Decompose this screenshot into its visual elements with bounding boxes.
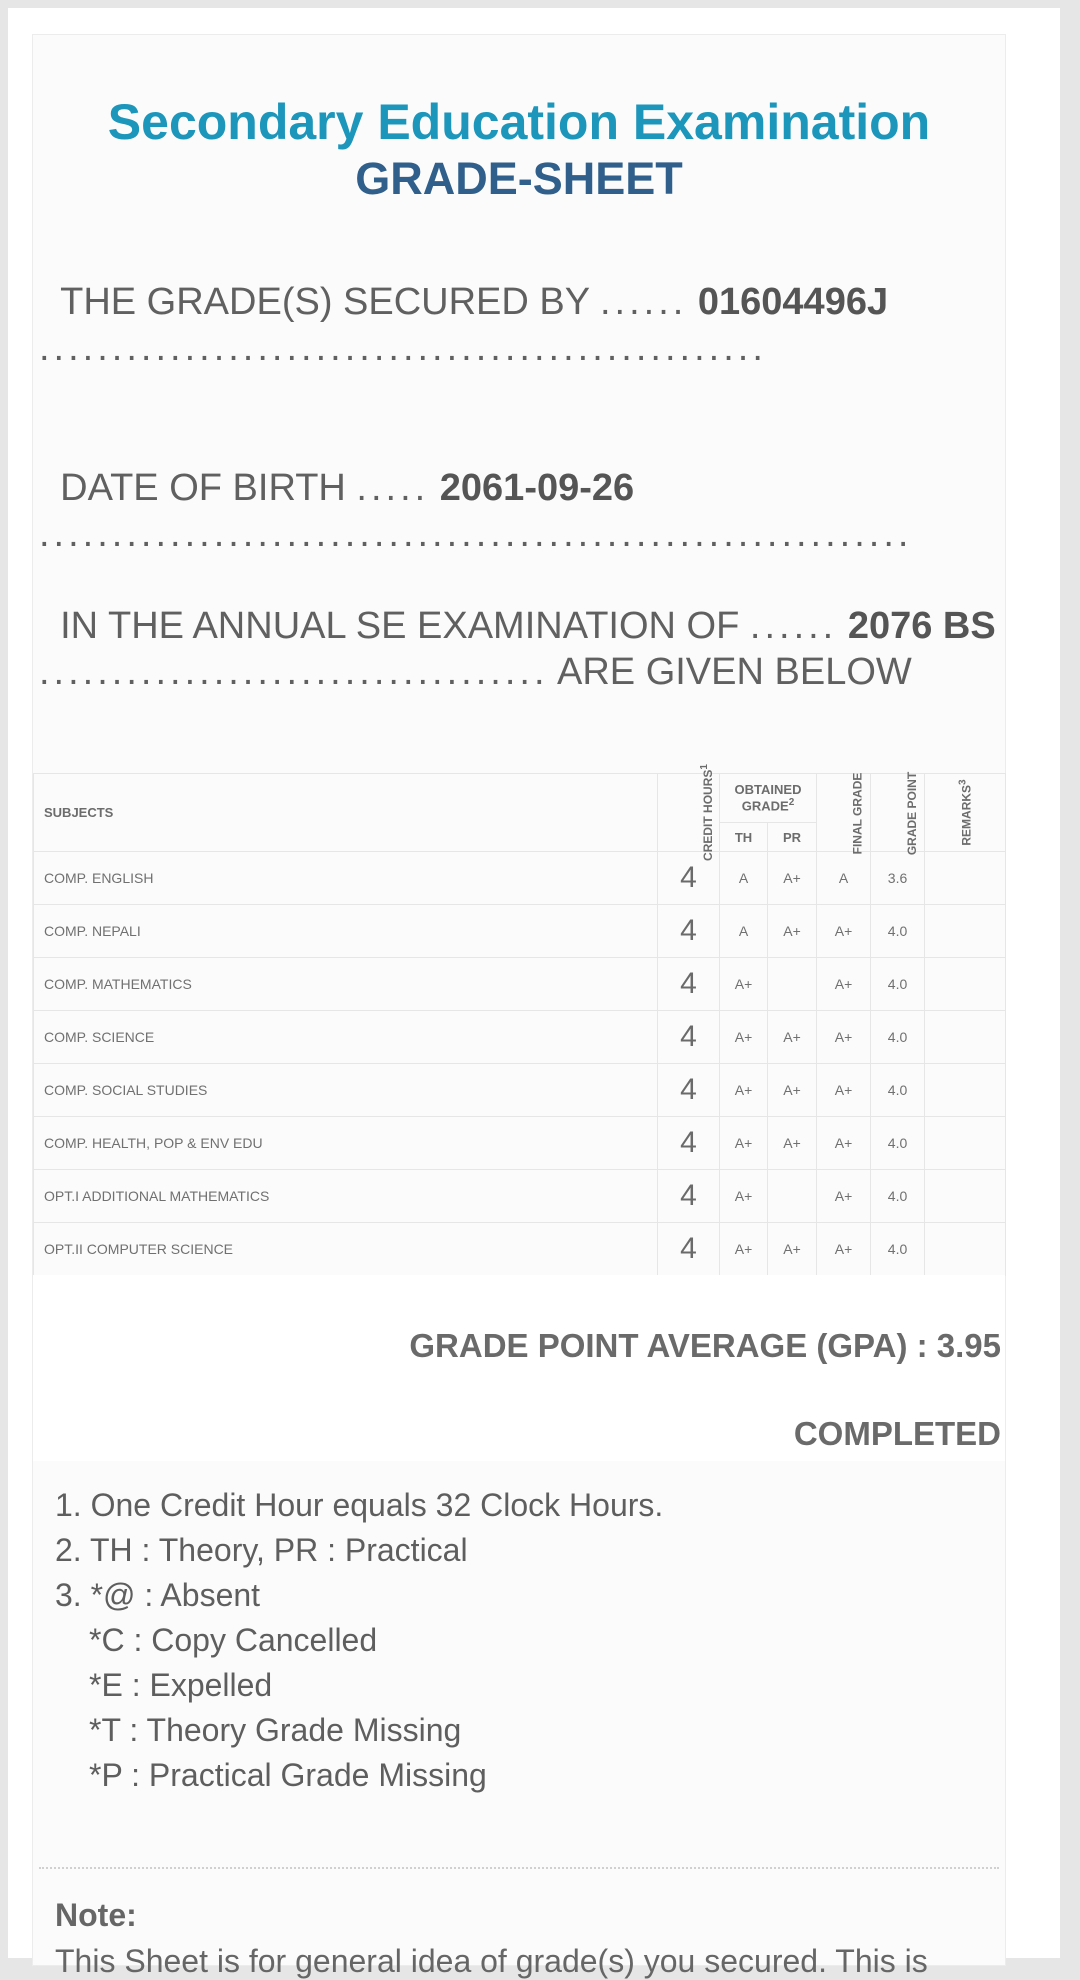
footnote-th-pr: 2. TH : Theory, PR : Practical [55, 1532, 468, 1568]
pr-grade: A+ [768, 1117, 817, 1170]
pr-grade [768, 1170, 817, 1223]
pr-grade: A+ [768, 1064, 817, 1117]
remarks [925, 1223, 1006, 1276]
th-grade: A+ [720, 958, 768, 1011]
credit-hours: 4 [658, 1170, 720, 1223]
grade-sheet-card [32, 34, 1006, 1979]
pr-grade: A+ [768, 1223, 817, 1276]
header-obtained-grade: OBTAINED GRADE$^2$ [720, 774, 817, 823]
footnote-copy-cancelled: *C : Copy Cancelled [89, 1622, 378, 1658]
secured-by-label: THE GRADE(S) SECURED BY [60, 281, 590, 323]
remarks [925, 958, 1006, 1011]
grade-point: 4.0 [871, 1064, 925, 1117]
credit-hours: 4 [658, 1117, 720, 1170]
completion-status: COMPLETED [793, 1415, 1001, 1452]
credit-hours: 4 [658, 1011, 720, 1064]
symbol-number: 01604496J [697, 281, 889, 323]
table-row [34, 1117, 1006, 1170]
remarks [925, 905, 1006, 958]
credit-hours: 4 [658, 1223, 720, 1276]
dob-label: DATE OF BIRTH [60, 467, 346, 509]
table-row [34, 1064, 1006, 1117]
credit-hours: 4 [658, 1064, 720, 1117]
remarks [925, 852, 1006, 905]
th-grade: A [720, 852, 768, 905]
remarks [925, 1117, 1006, 1170]
footnote-credit-hour: 1. One Credit Hour equals 32 Clock Hours. [55, 1487, 664, 1523]
final-grade: A+ [817, 1011, 871, 1064]
table-row [34, 1011, 1006, 1064]
table-row [34, 1170, 1006, 1223]
exam-label: IN THE ANNUAL SE EXAMINATION OF [60, 605, 740, 647]
subject-name: OPT.I ADDITIONAL MATHEMATICS [34, 1170, 658, 1223]
th-grade: A+ [720, 1011, 768, 1064]
subject-name: COMP. MATHEMATICS [34, 958, 658, 1011]
grade-point: 4.0 [871, 1117, 925, 1170]
table-row [34, 905, 1006, 958]
table-row [34, 958, 1006, 1011]
footnote-absent: 3. *@ : Absent [55, 1577, 261, 1613]
exam-title: Secondary Education Examination [107, 94, 931, 150]
header-pr: PR [768, 823, 817, 852]
final-grade: A+ [817, 1223, 871, 1276]
header-credit-hours: CREDIT HOURS$^1$ [658, 774, 720, 852]
table-row [34, 852, 1006, 905]
given-below-label: ARE GIVEN BELOW [557, 651, 912, 693]
footnote-practical-missing: *P : Practical Grade Missing [89, 1757, 487, 1793]
remarks [925, 1064, 1006, 1117]
final-grade: A+ [817, 1117, 871, 1170]
footnote-theory-missing: *T : Theory Grade Missing [89, 1712, 462, 1748]
th-grade: A+ [720, 1117, 768, 1170]
subject-name: COMP. HEALTH, POP & ENV EDU [34, 1117, 658, 1170]
credit-hours: 4 [658, 905, 720, 958]
grade-point: 4.0 [871, 1170, 925, 1223]
header-remarks: REMARKS$^3$ [925, 774, 1006, 852]
subject-name: COMP. SOCIAL STUDIES [34, 1064, 658, 1117]
footnotes [55, 1483, 663, 1798]
grade-point: 4.0 [871, 1223, 925, 1276]
note-text: This Sheet is for general idea of grade(s) you secured. This is [55, 1943, 928, 1979]
th-grade: A [720, 905, 768, 958]
final-grade: A+ [817, 1064, 871, 1117]
exam-line: IN THE ANNUAL SE EXAMINATION OF ...... 2076 BS ................................... ARE GIVEN BELOW [39, 605, 996, 693]
subject-name: COMP. ENGLISH [34, 852, 658, 905]
pr-grade: A+ [768, 852, 817, 905]
pr-grade: A+ [768, 905, 817, 958]
gpa-value: GRADE POINT AVERAGE (GPA) : 3.95 [409, 1327, 1001, 1364]
pr-grade [768, 958, 817, 1011]
th-grade: A+ [720, 1170, 768, 1223]
footnote-expelled: *E : Expelled [89, 1667, 273, 1703]
credit-hours: 4 [658, 852, 720, 905]
final-grade: A+ [817, 1170, 871, 1223]
pr-grade: A+ [768, 1011, 817, 1064]
page [8, 8, 1060, 1979]
grade-point: 4.0 [871, 1011, 925, 1064]
secured-by-line: THE GRADE(S) SECURED BY ...... 01604496J .................................................. [39, 281, 889, 369]
table-row [34, 1223, 1006, 1276]
header-grade-point: GRADE POINT [871, 774, 925, 852]
grade-point: 4.0 [871, 958, 925, 1011]
remarks [925, 1170, 1006, 1223]
note-heading: Note: [55, 1897, 137, 1933]
dob-value: 2061-09-26 [439, 467, 635, 509]
header-final-grade: FINAL GRADE [817, 774, 871, 852]
subject-name: COMP. NEPALI [34, 905, 658, 958]
th-grade: A+ [720, 1064, 768, 1117]
grade-point: 4.0 [871, 905, 925, 958]
header-th: TH [720, 823, 768, 852]
final-grade: A+ [817, 905, 871, 958]
grades-table [33, 764, 1006, 1276]
header-subjects: SUBJECTS [34, 774, 658, 852]
credit-hours: 4 [658, 958, 720, 1011]
th-grade: A+ [720, 1223, 768, 1276]
grade-sheet-title: GRADE-SHEET [355, 153, 683, 204]
subject-name: COMP. SCIENCE [34, 1011, 658, 1064]
final-grade: A+ [817, 958, 871, 1011]
dob-line: DATE OF BIRTH ..... 2061-09-26 ............................................................ [39, 467, 913, 555]
divider [39, 1867, 999, 1869]
exam-year: 2076 BS [847, 605, 996, 647]
subject-name: OPT.II COMPUTER SCIENCE [34, 1223, 658, 1276]
final-grade: A [817, 852, 871, 905]
grade-point: 3.6 [871, 852, 925, 905]
remarks [925, 1011, 1006, 1064]
